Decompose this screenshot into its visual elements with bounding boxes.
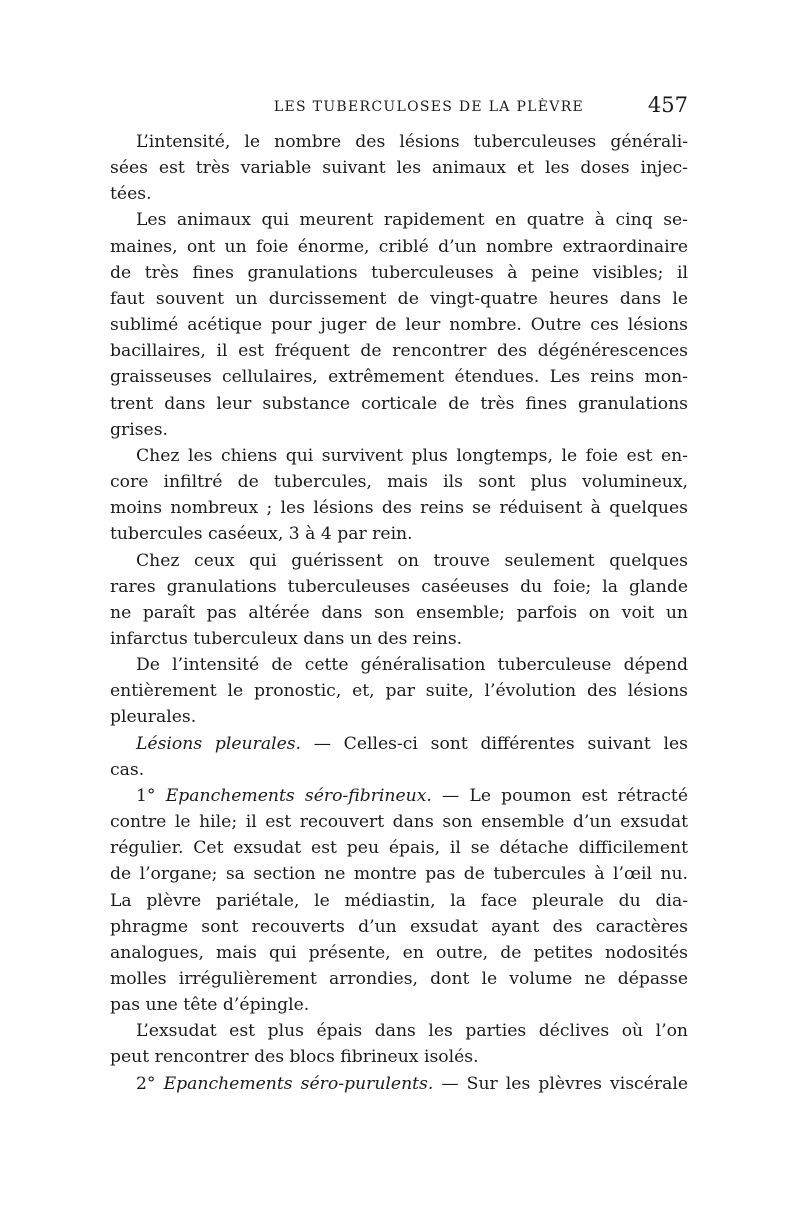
document-page (110, 93, 688, 1097)
text-line: phragme sont recouverts d’un exsudat ayant des caractères (110, 916, 688, 937)
paragraph-chiens (110, 443, 688, 548)
section-number: 1° (136, 785, 156, 806)
text-line: analogues, mais qui présente, en outre, de petites nodosités (110, 942, 688, 963)
paragraph-exsudat (110, 1018, 688, 1070)
text-line: pas une tête d’épingle. (110, 995, 310, 1016)
section-lesions-pleurales (110, 731, 688, 783)
text-line (110, 1071, 688, 1097)
paragraph-animaux (110, 207, 688, 442)
page-number: 457 (647, 93, 688, 117)
running-title: LES TUBERCULOSES DE LA PLÈVRE (273, 99, 585, 115)
text-line: cas. (110, 759, 145, 780)
text-run: — Le poumon est rétracté (431, 785, 688, 806)
text-line: La plèvre pariétale, le médiastin, la face pleurale du dia- (110, 890, 688, 911)
running-header (110, 93, 688, 123)
text-line: graisseuses cellulaires, extrêmement étendues. Les reins mon- (110, 367, 688, 388)
text-line: régulier. Cet exsudat est peu épais, il se détache difficilement (110, 838, 688, 859)
section-heading-lesions-pleurales: Lésions pleurales. (136, 733, 302, 754)
section-heading-sero-fibrineux: Epanchements séro-fibrineux. (165, 785, 432, 806)
text-line: sublimé acétique pour juger de leur nombre. Outre ces lésions (110, 315, 688, 336)
section-number: 2° (136, 1073, 156, 1094)
text-run: — Sur les plèvres viscérale (433, 1073, 688, 1094)
text-line: de l’organe; sa section ne montre pas de tubercules à l’œil nu. (110, 864, 688, 885)
text-line: infarctus tuberculeux dans un des reins. (110, 628, 463, 649)
text-line: Chez ceux qui guérissent on trouve seulement quelques (136, 550, 688, 571)
section-sero-fibrineux (110, 783, 688, 1018)
text-line: core infiltré de tubercules, mais ils sont plus volumineux, (110, 472, 688, 493)
text-line: L’exsudat est plus épais dans les parties déclives où l’on (136, 1021, 688, 1042)
text-line: maines, ont un foie énorme, criblé d’un nombre extraordinaire (110, 236, 688, 257)
text-line: faut souvent un durcissement de vingt-quatre heures dans le (110, 288, 688, 309)
text-line: rares granulations tuberculeuses caséeuses du foie; la glande (110, 576, 688, 597)
text-line: entièrement le pronostic, et, par suite, l’évolution des lésions (110, 681, 688, 702)
text-run: — Celles-ci sont différentes suivant les (301, 733, 688, 754)
text-line: bacillaires, il est fréquent de rencontrer des dégénérescences (110, 341, 688, 362)
section-sero-purulents (110, 1071, 688, 1097)
paragraph-pronostic (110, 652, 688, 730)
text-line: tées. (110, 184, 152, 205)
text-line: peut rencontrer des blocs fibrineux isolés. (110, 1047, 479, 1068)
section-heading-sero-purulents: Epanchements séro-purulents. (163, 1073, 434, 1094)
text-line: Chez les chiens qui survivent plus longtemps, le foie est en- (136, 445, 688, 466)
paragraph-intensite (110, 129, 688, 207)
text-line: sées est très variable suivant les animaux et les doses injec- (110, 158, 688, 179)
text-line: grises. (110, 419, 168, 440)
text-line: molles irrégulièrement arrondies, dont le volume ne dépasse (110, 969, 688, 989)
text-line (110, 731, 688, 757)
text-line: De l’intensité de cette généralisation tuberculeuse dépend (136, 655, 688, 676)
text-line: L’intensité, le nombre des lésions tuberculeuses générali- (136, 132, 688, 152)
paragraph-guerissent (110, 548, 688, 653)
text-line (110, 783, 688, 809)
text-line: de très fines granulations tuberculeuses à peine visibles; il (110, 262, 688, 283)
text-line: ne paraît pas altérée dans son ensemble; parfois on voit un (110, 602, 688, 623)
text-line: pleurales. (110, 707, 197, 728)
text-line: tubercules caséeux, 3 à 4 par rein. (110, 524, 413, 545)
text-line: contre le hile; il est recouvert dans son ensemble d’un exsudat (110, 812, 688, 833)
text-line: moins nombreux ; les lésions des reins se réduisent à quelques (110, 498, 688, 519)
text-line: trent dans leur substance corticale de très fines granulations (110, 393, 688, 414)
text-line: Les animaux qui meurent rapidement en quatre à cinq se- (136, 210, 688, 231)
